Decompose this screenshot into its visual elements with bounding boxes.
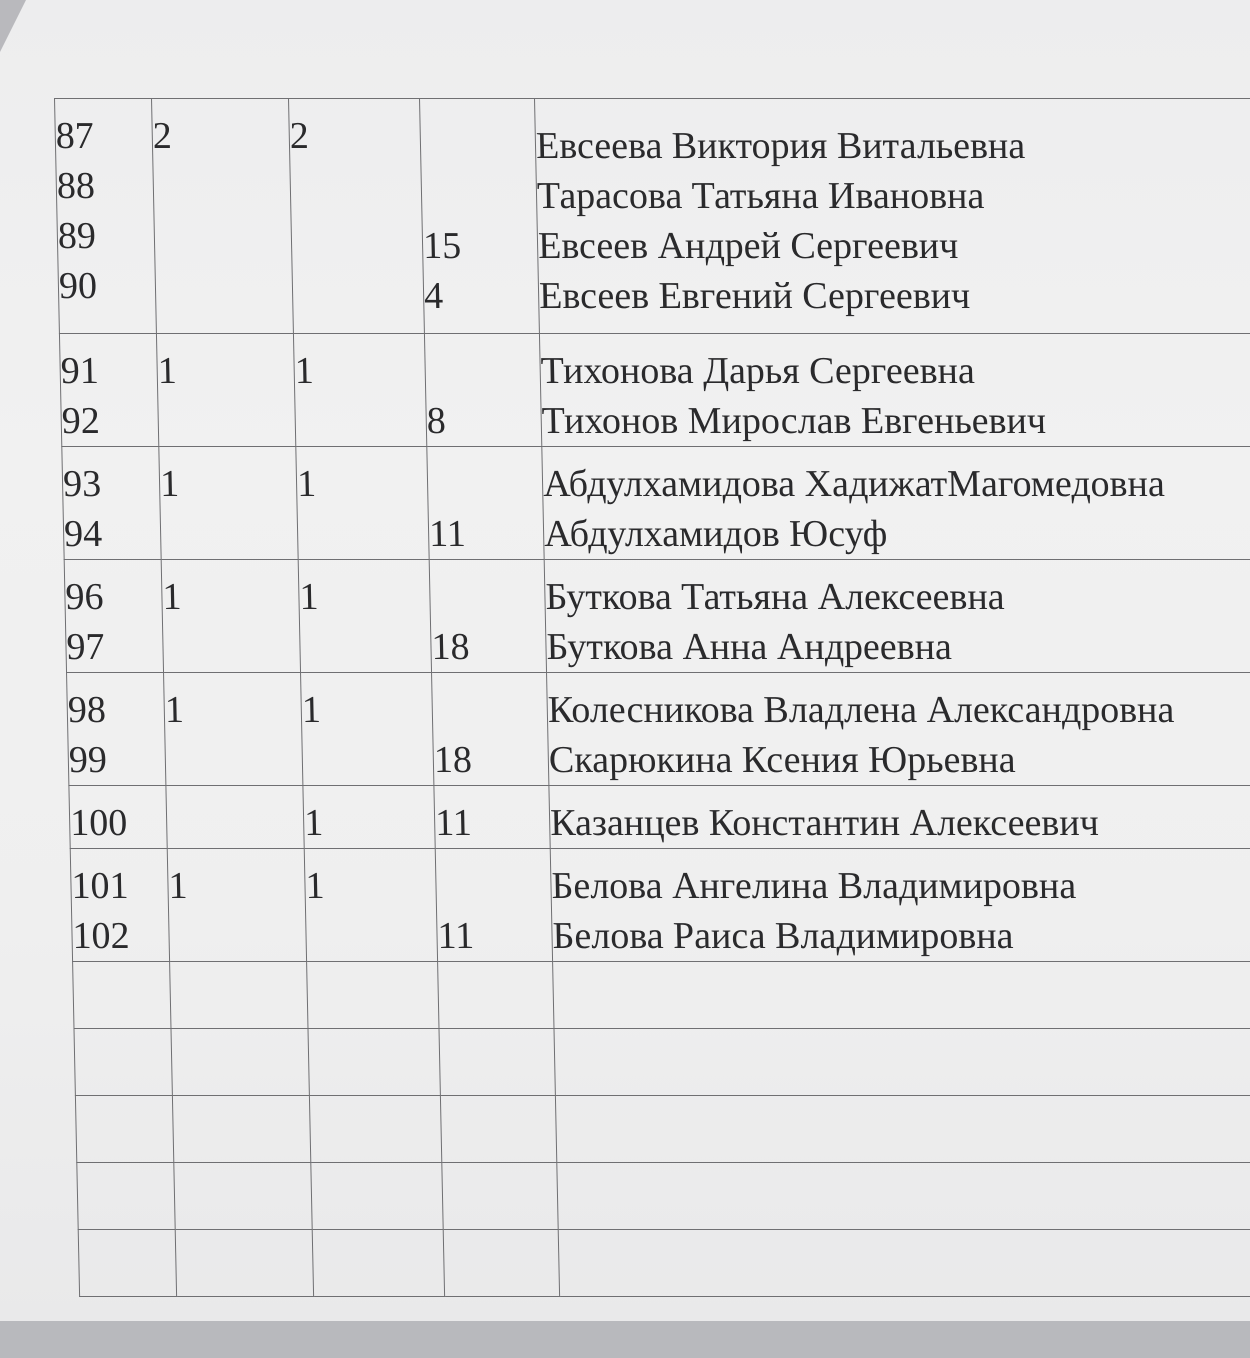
empty-cell bbox=[78, 1230, 176, 1297]
person-name: Белова Раиса Владимировна bbox=[552, 915, 1014, 957]
names-cell bbox=[544, 560, 1250, 673]
col-b-cell bbox=[296, 447, 429, 560]
col-b-cell bbox=[289, 99, 425, 334]
row-number: 102 bbox=[72, 915, 130, 957]
empty-cell bbox=[308, 1029, 440, 1096]
col-b-value: 1 bbox=[303, 802, 324, 844]
col-c-value bbox=[432, 685, 547, 735]
col-b-value: 2 bbox=[289, 115, 310, 157]
names-cell bbox=[542, 447, 1250, 560]
empty-cell bbox=[554, 1029, 1250, 1096]
person-name: Белова Ангелина Владимировна bbox=[551, 865, 1077, 907]
empty-cell bbox=[558, 1230, 1250, 1297]
col-b-value: 1 bbox=[305, 865, 325, 907]
empty-cell bbox=[309, 1096, 441, 1163]
col-b-value: 1 bbox=[296, 463, 317, 505]
roster-table bbox=[54, 98, 1250, 1297]
empty-cell bbox=[439, 1029, 555, 1096]
col-a-value: 1 bbox=[168, 865, 188, 907]
row-numbers-cell bbox=[70, 849, 169, 962]
col-c-value bbox=[425, 346, 540, 396]
row-numbers-cell bbox=[69, 786, 167, 849]
empty-cell bbox=[311, 1163, 443, 1230]
person-name: Абдулхамидов Юсуф bbox=[543, 513, 888, 555]
col-b-cell bbox=[304, 849, 437, 962]
col-c-value bbox=[436, 861, 551, 911]
col-c-cell bbox=[420, 99, 540, 334]
row-numbers-cell bbox=[64, 560, 163, 673]
row-number: 87 bbox=[55, 115, 95, 157]
person-name: Евсеев Андрей Сергеевич bbox=[537, 225, 959, 267]
person-name: Тихонова Дарья Сергеевна bbox=[540, 350, 976, 392]
empty-row bbox=[73, 962, 1250, 1029]
col-a-cell bbox=[167, 849, 306, 962]
row-number: 93 bbox=[62, 463, 102, 505]
col-b-cell bbox=[303, 786, 435, 849]
col-a-value bbox=[167, 798, 304, 848]
col-c-cell bbox=[435, 849, 552, 962]
empty-cell bbox=[75, 1096, 173, 1163]
col-a-cell bbox=[164, 673, 303, 786]
row-numbers-cell bbox=[67, 673, 166, 786]
empty-cell bbox=[174, 1163, 312, 1230]
empty-cell bbox=[172, 1096, 310, 1163]
col-a-value: 2 bbox=[152, 115, 173, 157]
row-number: 90 bbox=[58, 265, 98, 307]
names-cell bbox=[547, 673, 1250, 786]
row-number: 101 bbox=[71, 865, 129, 907]
col-c-value: 15 bbox=[422, 225, 462, 267]
table-row bbox=[55, 99, 1250, 334]
row-numbers-cell bbox=[62, 447, 161, 560]
empty-cell bbox=[440, 1096, 556, 1163]
empty-cell bbox=[438, 962, 554, 1029]
row-number: 96 bbox=[65, 576, 104, 618]
names-cell bbox=[550, 849, 1250, 962]
table-row bbox=[59, 334, 1250, 447]
empty-cell bbox=[312, 1230, 444, 1297]
col-a-cell bbox=[152, 99, 294, 334]
col-a-cell bbox=[156, 334, 295, 447]
col-b-value: 1 bbox=[301, 689, 322, 731]
col-a-value: 1 bbox=[162, 576, 182, 618]
table-row bbox=[67, 673, 1250, 786]
row-number: 92 bbox=[61, 400, 101, 442]
empty-cell bbox=[443, 1230, 559, 1297]
col-c-value: 18 bbox=[433, 739, 473, 781]
col-c-value: 11 bbox=[437, 915, 475, 957]
roster-sheet bbox=[54, 98, 1250, 1358]
cell-spacer bbox=[540, 321, 1250, 333]
table-row bbox=[62, 447, 1250, 560]
col-b-value: 1 bbox=[294, 350, 315, 392]
col-c-cell bbox=[432, 673, 549, 786]
empty-cell bbox=[171, 1029, 309, 1096]
col-b-cell bbox=[298, 560, 431, 673]
names-cell bbox=[549, 786, 1250, 849]
col-c-cell bbox=[434, 786, 550, 849]
row-number: 99 bbox=[68, 739, 108, 781]
col-c-value bbox=[428, 459, 543, 509]
person-name: Буткова Анна Андреевна bbox=[546, 626, 953, 668]
row-number: 97 bbox=[66, 626, 105, 668]
person-name: Тарасова Татьяна Ивановна bbox=[536, 175, 985, 217]
table-row bbox=[64, 560, 1250, 673]
empty-cell bbox=[555, 1096, 1250, 1163]
person-name: Евсеев Евгений Сергеевич bbox=[538, 275, 971, 317]
table-row bbox=[70, 849, 1250, 962]
col-c-value: 11 bbox=[434, 802, 473, 844]
row-number: 100 bbox=[69, 802, 128, 844]
col-c-value: 8 bbox=[426, 400, 447, 442]
col-c-value: 11 bbox=[428, 513, 467, 555]
empty-cell bbox=[553, 962, 1250, 1029]
col-a-cell bbox=[159, 447, 298, 560]
empty-cell bbox=[77, 1163, 175, 1230]
row-numbers-cell bbox=[55, 99, 157, 334]
row-number: 94 bbox=[63, 513, 103, 555]
col-c-value bbox=[422, 171, 537, 221]
person-name: Казанцев Константин Алексеевич bbox=[549, 802, 1100, 844]
row-number: 89 bbox=[57, 215, 97, 257]
empty-cell bbox=[175, 1230, 313, 1297]
row-number: 98 bbox=[67, 689, 107, 731]
col-c-value bbox=[420, 121, 535, 171]
empty-row bbox=[78, 1230, 1250, 1297]
col-b-value: 1 bbox=[299, 576, 319, 618]
col-a-value: 1 bbox=[159, 463, 180, 505]
person-name: Тихонов Мирослав Евгеньевич bbox=[541, 400, 1047, 442]
person-name: Евсеева Виктория Витальевна bbox=[535, 125, 1026, 167]
col-a-cell bbox=[166, 786, 304, 849]
person-name: Буткова Татьяна Алексеевна bbox=[545, 576, 1005, 618]
row-numbers-cell bbox=[59, 334, 158, 447]
col-c-value bbox=[430, 572, 545, 622]
col-a-value: 1 bbox=[157, 350, 178, 392]
empty-cell bbox=[170, 962, 308, 1029]
col-b-cell bbox=[301, 673, 434, 786]
roster-body bbox=[55, 99, 1250, 1297]
empty-row bbox=[74, 1029, 1250, 1096]
row-number: 91 bbox=[60, 350, 100, 392]
empty-row bbox=[75, 1096, 1250, 1163]
row-number: 88 bbox=[56, 165, 96, 207]
col-c-cell bbox=[429, 560, 546, 673]
person-name: Колесникова Владлена Александровна bbox=[547, 689, 1175, 731]
empty-cell bbox=[74, 1029, 172, 1096]
col-b-cell bbox=[293, 334, 426, 447]
col-a-value: 1 bbox=[164, 689, 185, 731]
col-c-value: 4 bbox=[423, 275, 444, 317]
col-c-cell bbox=[427, 447, 544, 560]
empty-row bbox=[77, 1163, 1250, 1230]
empty-cell bbox=[557, 1163, 1250, 1230]
names-cell bbox=[535, 99, 1250, 334]
names-cell bbox=[539, 334, 1250, 447]
person-name: Абдулхамидова ХадижатМагомедовна bbox=[542, 463, 1166, 505]
background-corner bbox=[0, 0, 26, 52]
col-c-cell bbox=[424, 334, 541, 447]
table-row bbox=[69, 786, 1250, 849]
empty-cell bbox=[73, 962, 171, 1029]
col-c-value: 18 bbox=[431, 626, 470, 668]
empty-cell bbox=[307, 962, 439, 1029]
col-a-cell bbox=[161, 560, 300, 673]
empty-cell bbox=[442, 1163, 558, 1230]
person-name: Скарюкина Ксения Юрьевна bbox=[548, 739, 1016, 781]
